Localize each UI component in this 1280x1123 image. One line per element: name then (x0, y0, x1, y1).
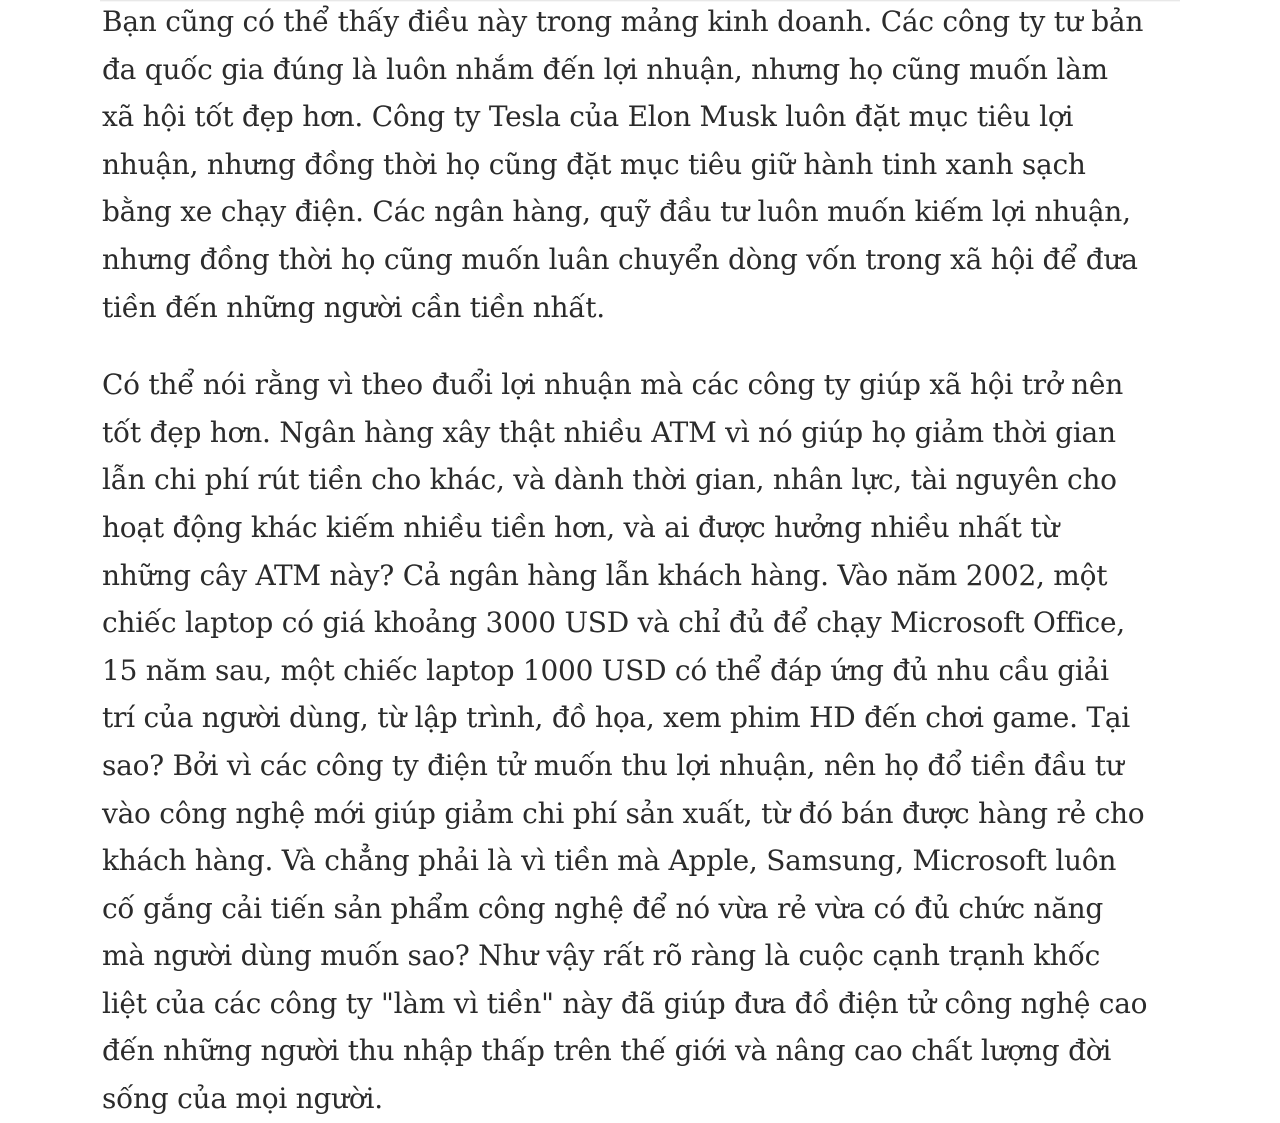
article-paragraph-1: Bạn cũng có thể thấy điều này trong mảng kinh doanh. Các công ty tư bản đa quốc gia đúng là luôn nhắm đến lợi nhuận, nhưng họ cũng muốn làm xã hội tốt đẹp hơn. Công ty Tesla của Elon Musk luôn đặt mục tiêu lợi nhuận, nhưng đồng thời họ cũng đặt mục tiêu giữ hành tinh xanh sạch bằng xe chạy điện. Các ngân hàng, quỹ đầu tư luôn muốn kiếm lợi nhuận, nhưng đồng thời họ cũng muốn luân chuyển dòng vốn trong xã hội để đưa tiền đến những người cần tiền nhất. (102, 5, 1144, 324)
article-body (102, 0, 1148, 1123)
article-paragraph-2: Có thể nói rằng vì theo đuổi lợi nhuận mà các công ty giúp xã hội trở nên tốt đẹp hơn. Ngân hàng xây thật nhiều ATM vì nó giúp họ giảm thời gian lẫn chi phí rút tiền cho khác, và dành thời gian, nhân lực, tài nguyên cho hoạt động khác kiếm nhiều tiền hơn, và ai được hưởng nhiều nhất từ những cây ATM này? Cả ngân hàng lẫn khách hàng. Vào năm 2002, một chiếc laptop có giá khoảng 3000 USD và chỉ đủ để chạy Microsoft Office, 15 năm sau, một chiếc laptop 1000 USD có thể đáp ứng đủ nhu cầu giải trí của người dùng, từ lập trình, đồ họa, xem phim HD đến chơi game. Tại sao? Bởi vì các công ty điện tử muốn thu lợi nhuận, nên họ đổ tiền đầu tư vào công nghệ mới giúp giảm chi phí sản xuất, từ đó bán được hàng rẻ cho khách hàng. Và chẳng phải là vì tiền mà Apple, Samsung, Microsoft luôn cố gắng cải tiến sản phẩm công nghệ để nó vừa rẻ vừa có đủ chức năng mà người dùng muốn sao? Như vậy rất rõ ràng là cuộc cạnh trạnh khốc liệt của các công ty "làm vì tiền" này đã giúp đưa đồ điện tử công nghệ cao đến những người thu nhập thấp trên thế giới và nâng cao chất lượng đời sống của mọi người. (102, 368, 1148, 1116)
